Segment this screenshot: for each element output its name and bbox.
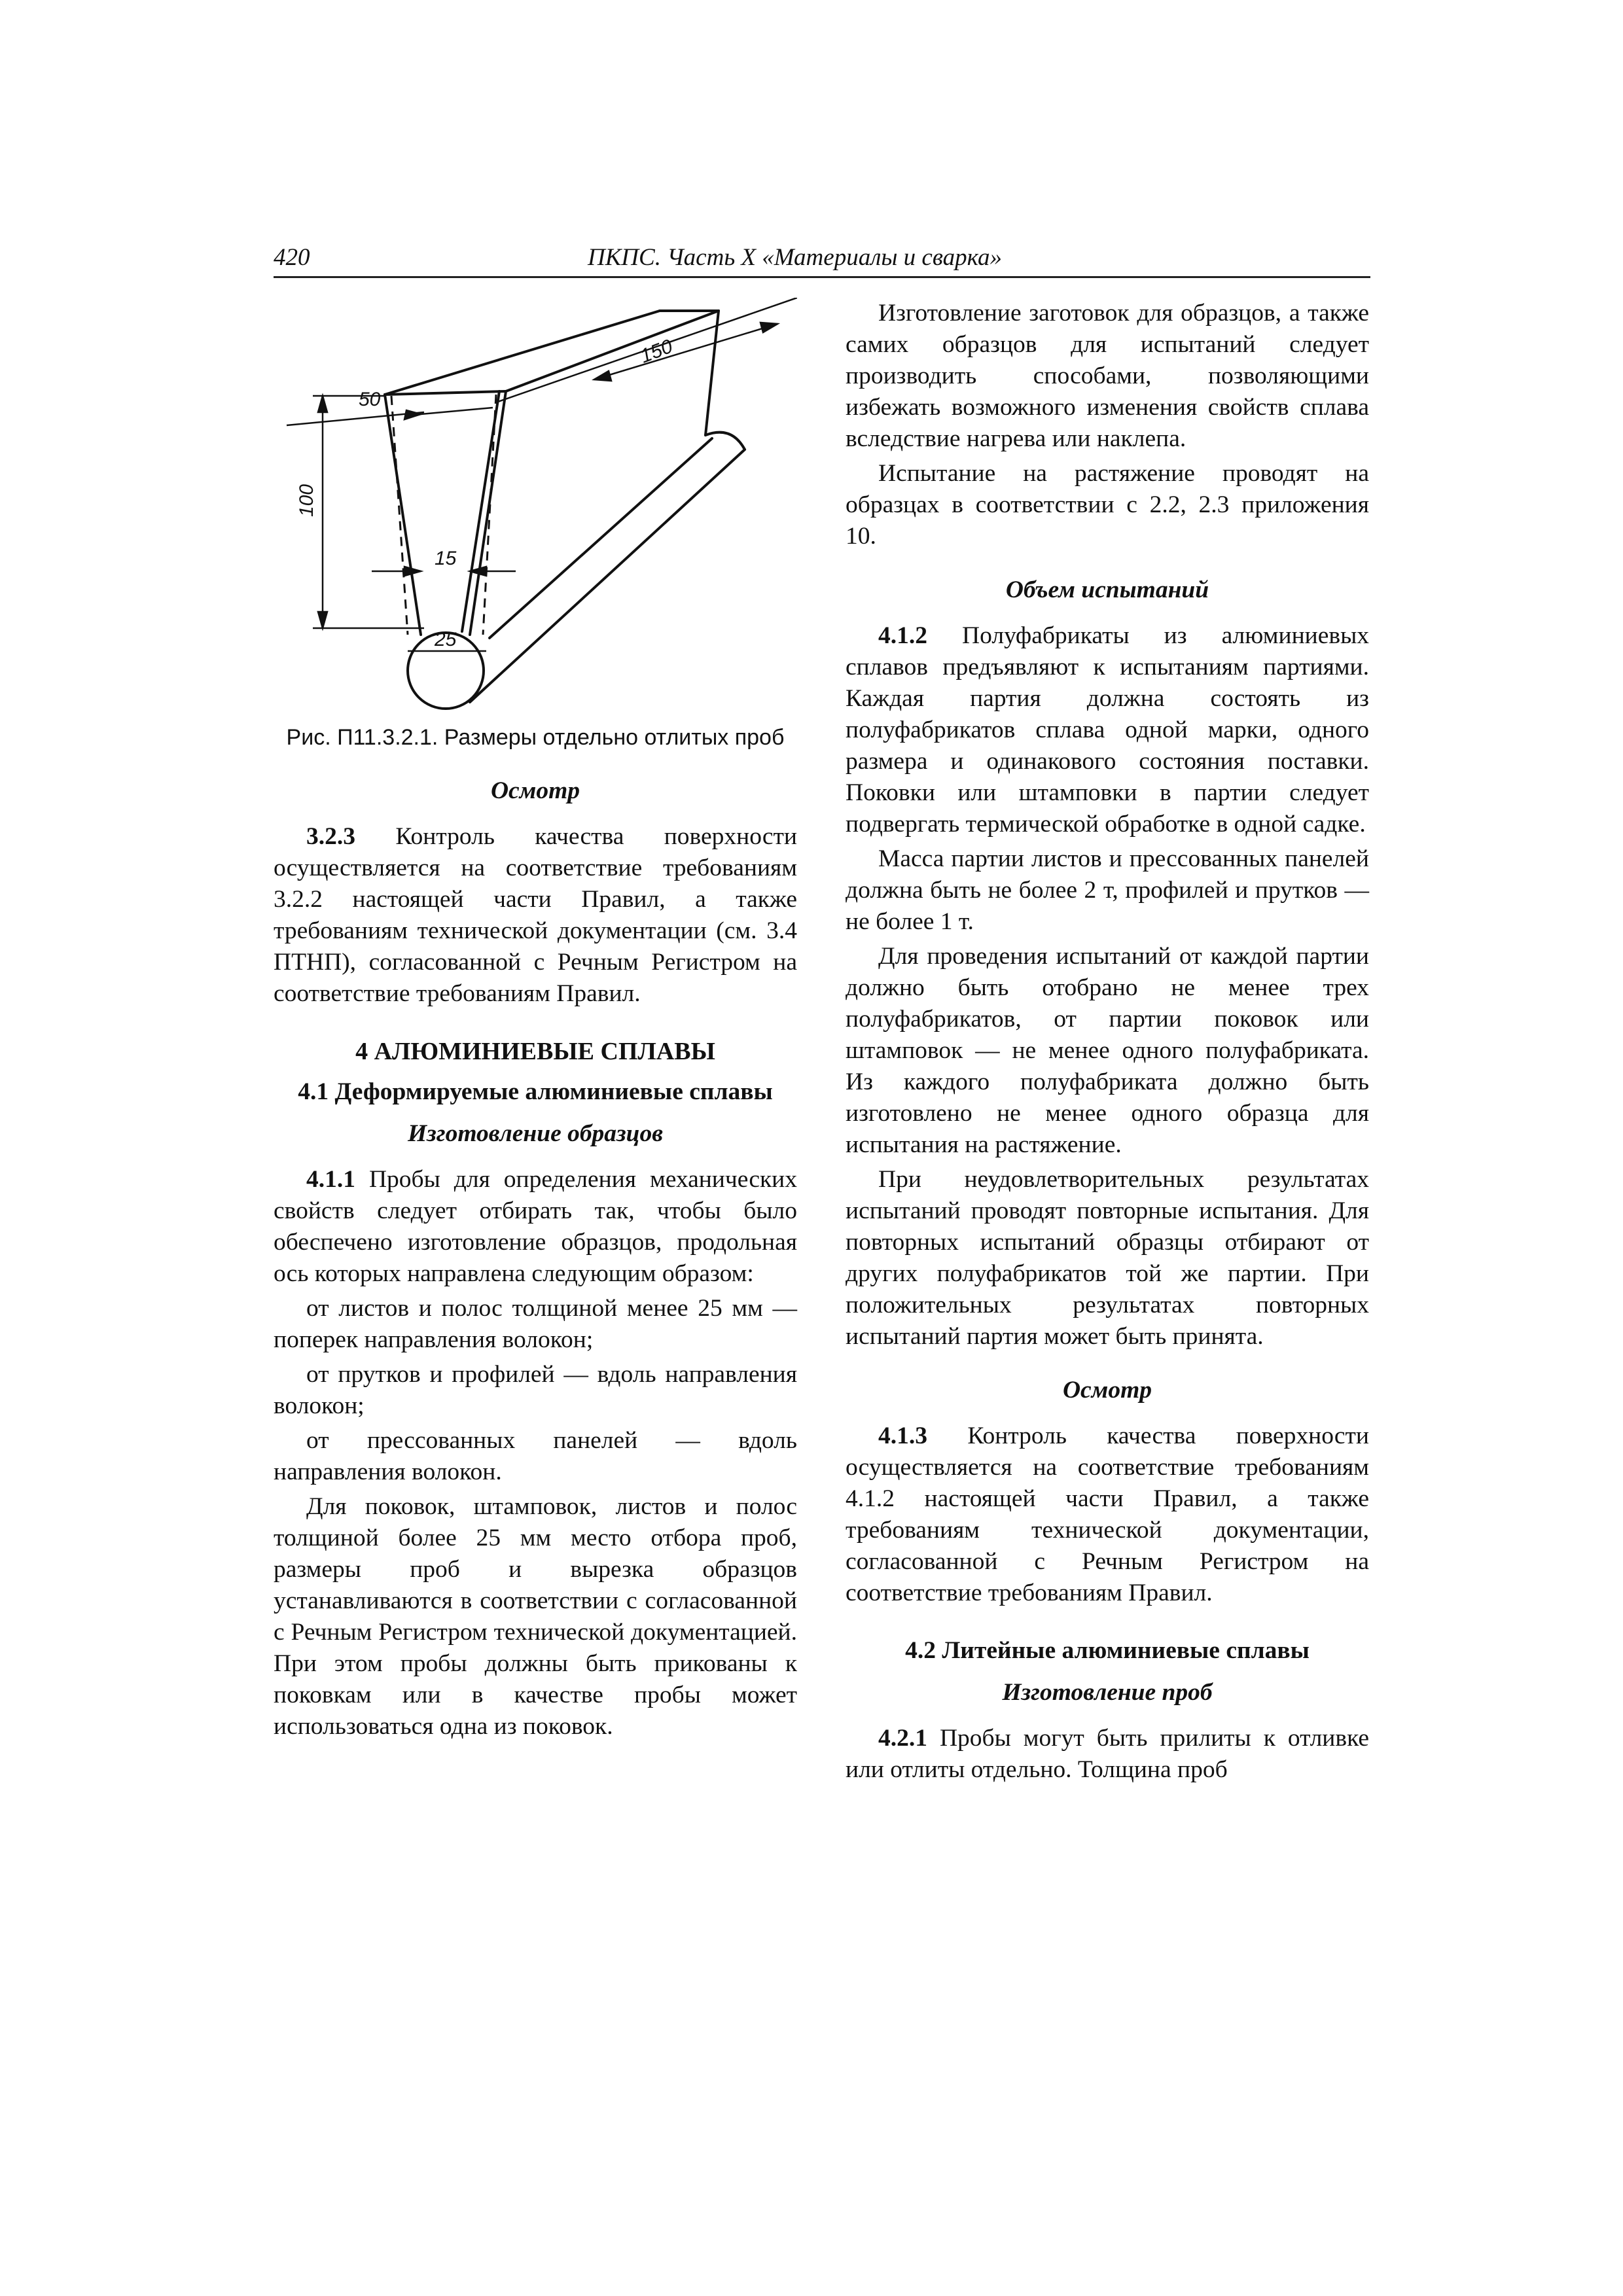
paragraph-tension: Испытание на растяжение проводят на образцах в соответствии с 2.2, 2.3 приложения 10.: [846, 460, 1369, 550]
heading-obem: Объем испытаний: [1005, 576, 1209, 603]
heading-osmotr: Осмотр: [490, 777, 580, 804]
sample-drawing: [274, 298, 797, 716]
section-4-2-title: 4.2 Литейные алюминиевые сплавы: [905, 1637, 1310, 1664]
paragraph-mass: Масса партии листов и прессованных панелей должна быть не более 2 т, профилей и прутков — не более 1 т.: [846, 845, 1369, 935]
clause-number: 4.1.2: [878, 622, 927, 649]
paragraph-text: Контроль качества поверхности осуществляется на соответствие требованиям 4.1.2 настоящей части Правил, а также требованиям технической документации, согласованной с Речным Регистром на соответствие требованиям Правил.: [846, 1422, 1369, 1606]
paragraph-text: Пробы для определения механических свойств следует отбирать так, чтобы было обеспечено изготовление образцов, продольная ось которых направлена следующим образом:: [274, 1166, 797, 1287]
list-item: от листов и полос толщиной менее 25 мм — поперек направления волокон;: [274, 1295, 797, 1353]
section-4-title: 4 АЛЮМИНИЕВЫЕ СПЛАВЫ: [355, 1038, 715, 1065]
clause-number: 3.2.3: [306, 823, 355, 850]
right-column: [846, 298, 1369, 1789]
figure-caption: Рис. П11.3.2.1. Размеры отдельно отлитых проб: [286, 725, 785, 750]
heading-izgotovlenie-prob: Изготовление проб: [1002, 1679, 1213, 1706]
clause-number: 4.1.1: [306, 1166, 355, 1193]
running-title: ПКПС. Часть Х «Материалы и сварка»: [588, 244, 1003, 271]
section-4-1-title: 4.1 Деформируемые алюминиевые сплавы: [298, 1078, 773, 1105]
paragraph-4-1-3: [846, 1421, 1369, 1609]
list-item: от прутков и профилей — вдоль направления волокон;: [274, 1361, 797, 1419]
paragraph-text: Полуфабрикаты из алюминиевых сплавов предъявляют к испытаниям партиями. Каждая партия должна состоять из полуфабрикатов сплава одной марки, одного размера и одинакового состояния поставки. Поковки или штамповки в партии следует подвергать термической обработке в одной садке.: [846, 622, 1370, 838]
paragraph-text: Пробы могут быть прилиты к отливке или отлиты отдельно. Толщина проб: [846, 1725, 1370, 1783]
paragraph-4-1-2: [846, 620, 1369, 840]
list-item: от прессованных панелей — вдоль направления волокон.: [274, 1427, 797, 1485]
dim-15-label: 15: [435, 548, 457, 569]
dim-150-label: 150: [637, 335, 676, 368]
paragraph-4-2-1: [846, 1723, 1369, 1786]
paragraph-3-2-3: [274, 821, 797, 1010]
dim-25-label: 25: [435, 629, 457, 650]
clause-number: 4.1.3: [878, 1422, 927, 1449]
paragraph-4-1-1: [274, 1164, 797, 1290]
heading-osmotr-2: Осмотр: [1062, 1377, 1152, 1404]
figure-casting-sample: [274, 298, 797, 716]
clause-number: 4.2.1: [878, 1725, 927, 1752]
paragraph-preparation: Изготовление заготовок для образцов, а также самих образцов для испытаний следует производить способами, позволяющими избежать возможного изменения свойств сплава вследствие нагрева или наклепа.: [846, 300, 1369, 452]
paragraph-sampling: Для проведения испытаний от каждой партии должно быть отобрано не менее трех полуфабрикатов, от партии поковок или штамповок — не менее одного полуфабриката. Из каждого полуфабриката должно быть изготовлено не менее одного образца для испытания на растяжение.: [846, 943, 1369, 1158]
page-header: [274, 239, 1370, 278]
paragraph-repeat-tests: При неудовлетворительных результатах испытаний проводят повторные испытания. Для повторных испытаний образцы отбирают от других полуфабрикатов той же партии. При положительных результатах повторных испытаний партия может быть принята.: [846, 1166, 1369, 1350]
paragraph-forgings: Для поковок, штамповок, листов и полос толщиной более 25 мм место отбора проб, размеры проб и вырезка образцов устанавливаются в соответствии с согласованной с Речным Регистром технической документацией. При этом пробы должны быть прикованы к поковкам или в качестве пробы может использоваться одна из поковок.: [274, 1493, 797, 1740]
dim-50-label: 50: [359, 389, 381, 410]
dim-100-label: 100: [296, 484, 317, 517]
heading-izgotovlenie: Изготовление образцов: [407, 1120, 664, 1147]
left-column: [274, 298, 797, 1746]
paragraph-text: Контроль качества поверхности осуществляется на соответствие требованиям 3.2.2 настоящей части Правил, а также требованиям технической документации (см. 3.4 ПТНП), согласованной с Речным Регистром на соответствие требованиям Правил.: [274, 823, 797, 1007]
page-number: 420: [274, 244, 310, 271]
